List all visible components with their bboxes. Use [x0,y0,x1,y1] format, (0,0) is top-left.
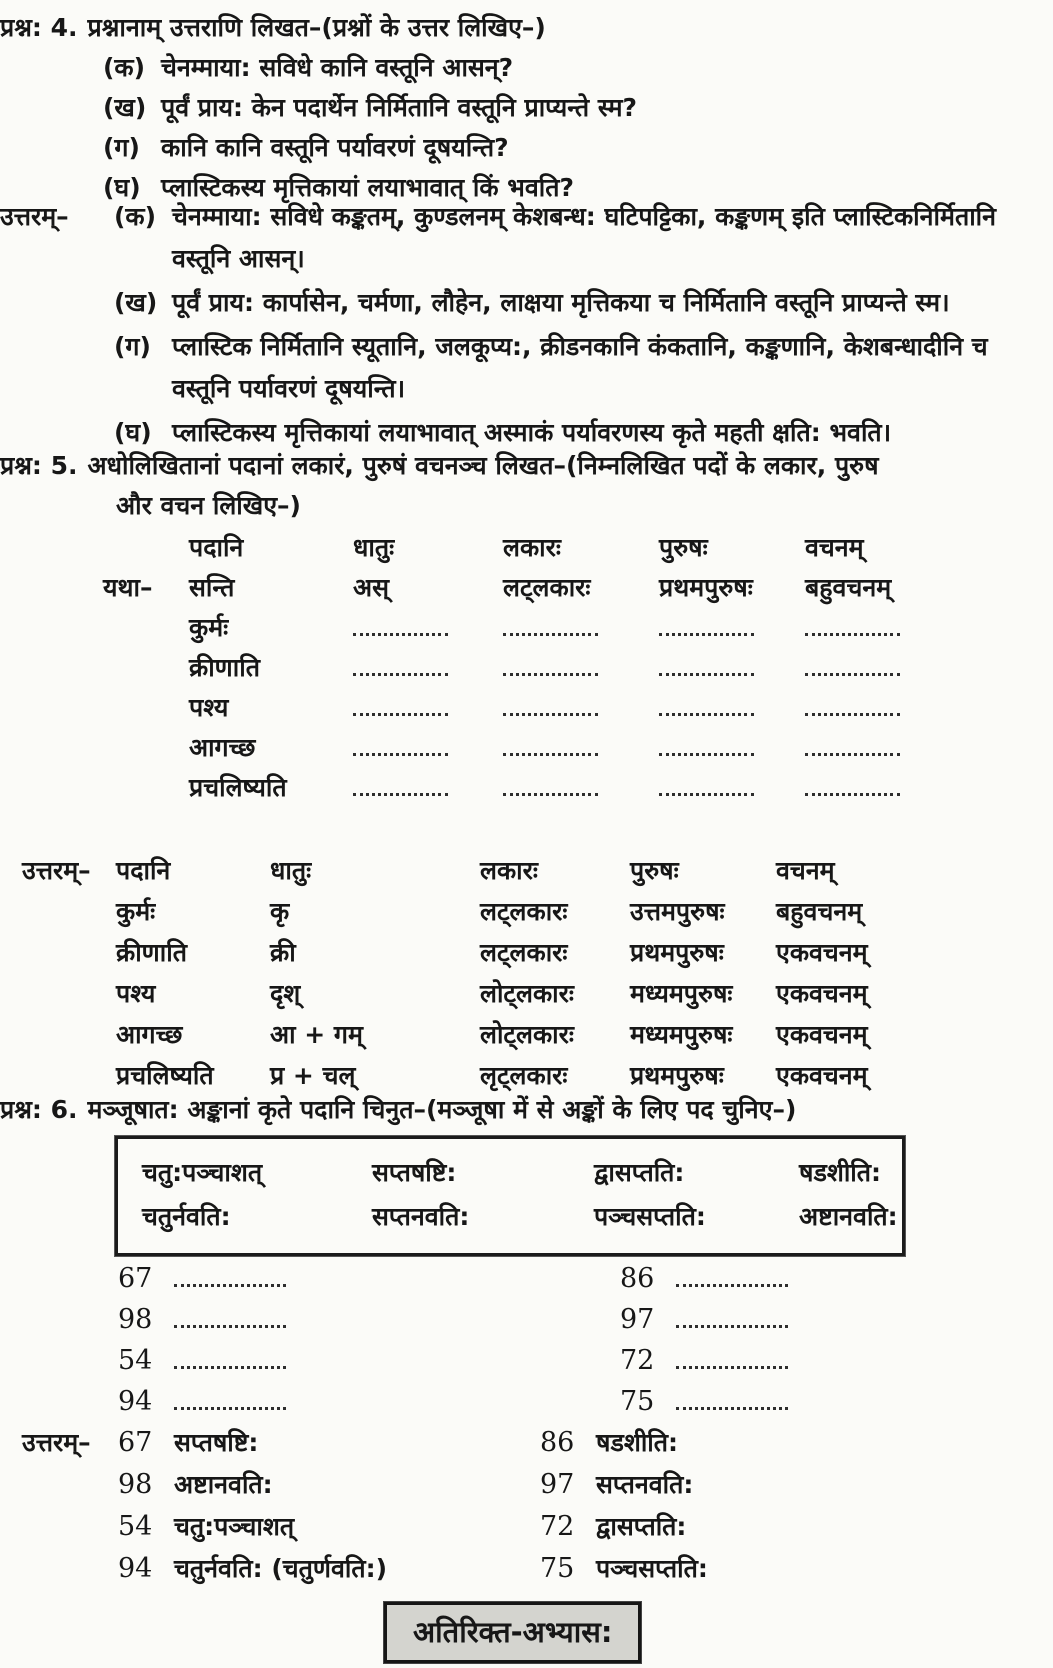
purusha-cell: मध्यमपुरुषः [630,979,733,1008]
lakara-cell: लोट्लकारः [480,979,574,1008]
dotted-blank [353,658,448,676]
manjusha-word: चतुर्नवति: [142,1202,231,1231]
dotted-blank [805,778,900,796]
word-cell: क्रीणाति [116,938,187,967]
item-text: पूर्वं प्राय: केन पदार्थेन निर्मितानि वस्तूनि प्राप्यन्ते स्म? [161,93,638,122]
blank-cell [676,1258,1053,1299]
dhatu-cell: आ + गम् [270,1020,363,1049]
blank-cell [805,608,1053,648]
dotted-blank [676,1392,788,1410]
dotted-blank [659,738,754,756]
example-lakara: लट्लकारः [503,573,591,602]
column-header-purusha: पुरुषः [630,856,679,885]
question-5-exercise-table [0,528,1053,808]
dotted-blank [174,1310,286,1328]
blank-cell [353,728,503,768]
item-marker: (ग) [103,133,140,162]
column-header-lakara: लकारः [503,533,561,562]
purusha-cell: मध्यमपुरुषः [630,1020,733,1049]
vachana-cell: एकवचनम् [776,1020,868,1049]
question-4-section [0,8,1053,208]
number-word: चतुर्नवति: (चतुर्णवति:) [174,1554,388,1583]
number-word: चतु:पञ्चाशत् [174,1512,295,1541]
blank-cell [676,1340,1053,1381]
column-header-vachana: वचनम् [805,533,864,562]
blank-cell [503,768,659,808]
purusha-cell: प्रथमपुरुषः [630,1061,724,1090]
column-header-dhatu: धातुः [270,856,312,885]
blank-cell [353,688,503,728]
blank-cell [353,608,503,648]
dotted-blank [503,778,598,796]
manjusha-word: चतु:पञ्चाशत् [142,1158,263,1187]
word-cell: पश्य [116,979,156,1008]
extra-practice-badge: अतिरिक्त-अभ्यास: [384,1602,641,1663]
manjusha-word-box [115,1136,905,1256]
dotted-blank [805,738,900,756]
number-cell: 86 [620,1263,655,1294]
column-header-lakara: लकारः [480,856,538,885]
dotted-blank [659,778,754,796]
item-marker: (ख) [114,288,158,317]
number-cell: 67 [118,1427,153,1458]
column-header-dhatu: धातुः [353,533,395,562]
blank-cell [659,688,805,728]
lakara-cell: लट्लकारः [480,897,568,926]
number-cell: 94 [118,1386,153,1417]
number-cell: 97 [620,1304,655,1335]
number-word: द्वासप्तति: [596,1512,687,1541]
dotted-blank [503,698,598,716]
question-6-heading [0,1090,1053,1130]
purusha-cell: उत्तमपुरुषः [630,897,725,926]
answer-4-item-ka [0,196,1053,280]
dotted-blank [805,618,900,636]
blank-cell [503,648,659,688]
number-word: अष्टानवति: [174,1470,273,1499]
example-word: सन्ति [189,573,235,602]
item-text: प्लास्टिकस्य मृत्तिकायां लयाभावात् अस्माकं पर्यावरणस्य कृते महती क्षति: भवति। [172,418,892,447]
number-word: सप्तषष्टि: [174,1428,259,1457]
question-4-item-kha [103,88,1053,128]
question-4-label: प्रश्न: 4. [0,13,78,42]
example-dhatu: अस् [353,573,390,602]
dotted-blank [503,658,598,676]
vachana-cell: एकवचनम् [776,938,868,967]
column-header-vachana: वचनम् [776,856,835,885]
column-header-padani: पदानि [189,533,244,562]
item-marker: (घ) [114,418,152,447]
answer-4-section [0,196,1053,456]
number-word: सप्तनवति: [596,1470,694,1499]
blank-cell [503,728,659,768]
manjusha-word: पञ्चसप्तति: [594,1202,706,1231]
dotted-blank [353,698,448,716]
item-text: प्लास्टिकस्य मृत्तिकायां लयाभावात् किं भवति? [161,173,574,202]
number-cell: 75 [540,1553,575,1584]
lakara-cell: लृट्लकारः [480,1061,568,1090]
item-marker: (क) [103,53,146,82]
dotted-blank [174,1392,286,1410]
question-5-title: अधोलिखितानां पदानां लकारं, पुरुषं वचनञ्च लिखत–(निम्नलिखित पदों के लकार, पुरुष [87,451,879,480]
blank-cell [805,648,1053,688]
manjusha-word: सप्तनवति: [372,1202,470,1231]
blank-cell [805,688,1053,728]
lakara-cell: लोट्लकारः [480,1020,574,1049]
question-5-title-continuation: और वचन लिखिए–) [116,491,301,520]
number-cell: 54 [118,1345,153,1376]
dotted-blank [659,698,754,716]
number-cell: 97 [540,1469,575,1500]
lakara-cell: लट्लकारः [480,938,568,967]
number-cell: 94 [118,1553,153,1584]
item-marker: (क) [114,202,157,231]
item-marker: (ग) [114,332,151,361]
exercise-word: कुर्मः [189,613,229,642]
example-purusha: प्रथमपुरुषः [659,573,753,602]
manjusha-word: षडशीति: [799,1158,882,1187]
answer-6-section [0,1422,1053,1590]
answer-label: उत्तरम्– [22,1428,91,1457]
dotted-blank [353,618,448,636]
exercise-word: क्रीणाति [189,653,260,682]
column-header-purusha: पुरुषः [659,533,708,562]
dotted-blank [805,658,900,676]
manjusha-row-1 [142,1151,892,1195]
number-cell: 98 [118,1304,153,1335]
number-cell: 72 [540,1511,575,1542]
blank-cell [805,728,1053,768]
answer-5-section [0,850,1053,1096]
item-text: प्लास्टिक निर्मितानि स्यूतानि, जलकूप्य:, क्रीडनकानि कंकतानि, कङ्कणानि, केशबन्धादीनि च वस्तूनि पर्यावरणं दूषयन्ति। [172,332,988,403]
answer-4-item-ga [0,326,1053,410]
vachana-cell: एकवचनम् [776,1061,868,1090]
dotted-blank [676,1310,788,1328]
question-4-title: प्रश्नानाम् उत्तराणि लिखत–(प्रश्नों के उत्तर लिखिए–) [87,13,546,42]
blank-cell [353,648,503,688]
answer-label: उत्तरम्– [22,856,91,885]
blank-cell [659,648,805,688]
blank-cell [174,1258,620,1299]
number-cell: 54 [118,1511,153,1542]
blank-cell [503,608,659,648]
item-text: पूर्वं प्राय: कार्पासेन, चर्मणा, लौहेन, लाक्षया मृत्तिकया च निर्मितानि वस्तूनि प्राप्यन्ते स्म। [172,288,950,317]
blank-cell [353,768,503,808]
spacer-cell [103,528,189,568]
manjusha-word: द्वासप्तति: [594,1158,685,1187]
blank-cell [676,1299,1053,1340]
question-4-item-ga [103,128,1053,168]
item-marker: (ख) [103,93,147,122]
question-6-label: प्रश्न: 6. [0,1095,78,1124]
column-header-padani: पदानि [116,856,171,885]
dotted-blank [503,738,598,756]
item-text: कानि कानि वस्तूनि पर्यावरणं दूषयन्ति? [161,133,509,162]
question-6-title: मञ्जूषात: अङ्कानां कृते पदानि चिनुत–(मञ्जूषा में से अङ्कों के लिए पद चुनिए–) [87,1095,797,1124]
question-4-item-ka [103,48,1053,88]
dhatu-cell: दृश् [270,979,301,1008]
dotted-blank [676,1269,788,1287]
word-cell: कुर्मः [116,897,156,926]
dhatu-cell: क्री [270,938,296,967]
blank-cell [659,768,805,808]
question-5-label: प्रश्न: 5. [0,451,78,480]
exercise-word: प्रचलिष्यति [189,773,287,802]
blank-cell [659,728,805,768]
number-word: पञ्चसप्तति: [596,1554,708,1583]
dhatu-cell: प्र + चल् [270,1061,356,1090]
example-label: यथा– [103,573,153,602]
dotted-blank [174,1269,286,1287]
dotted-blank [659,658,754,676]
word-cell: प्रचलिष्यति [116,1061,214,1090]
example-vachana: बहुवचनम् [805,573,892,602]
blank-cell [676,1381,1053,1422]
dotted-blank [174,1351,286,1369]
question-5-heading [0,446,1053,486]
question-6-section [0,1090,1053,1130]
dotted-blank [805,698,900,716]
dotted-blank [676,1351,788,1369]
dhatu-cell: कृ [270,897,290,926]
manjusha-word: अष्टानवति: [799,1202,898,1231]
blank-cell [174,1340,620,1381]
exercise-word: पश्य [189,693,229,722]
dotted-blank [353,738,448,756]
number-cell: 86 [540,1427,575,1458]
vachana-cell: एकवचनम् [776,979,868,1008]
question-6-blanks [0,1258,1053,1422]
blank-cell [503,688,659,728]
word-cell: आगच्छ [116,1020,183,1049]
exercise-word: आगच्छ [189,733,256,762]
vachana-cell: बहुवचनम् [776,897,863,926]
item-text: चेनम्माया: सविधे कानि वस्तूनि आसन्? [161,53,514,82]
dotted-blank [659,618,754,636]
manjusha-row-2 [142,1195,898,1239]
dotted-blank [503,618,598,636]
item-marker: (घ) [103,173,141,202]
number-word: षडशीति: [596,1428,679,1457]
question-5-section [0,446,1053,526]
question-4-heading [0,8,1053,48]
purusha-cell: प्रथमपुरुषः [630,938,724,967]
number-cell: 75 [620,1386,655,1417]
item-text: चेनम्माया: सविधे कङ्कतम्, कुण्डलनम् केशबन्ध: घटिपट्टिका, कङ्कणम् इति प्लास्टिकनिर्मितानि वस्तूनि आसन्। [172,202,997,273]
manjusha-word: सप्तषष्टि: [372,1158,457,1187]
blank-cell [659,608,805,648]
number-cell: 72 [620,1345,655,1376]
number-cell: 98 [118,1469,153,1500]
blank-cell [174,1299,620,1340]
answer-label: उत्तरम्– [0,202,69,231]
number-cell: 67 [118,1263,153,1294]
dotted-blank [353,778,448,796]
blank-cell [805,768,1053,808]
blank-cell [174,1381,620,1422]
answer-4-item-kha [0,282,1053,324]
